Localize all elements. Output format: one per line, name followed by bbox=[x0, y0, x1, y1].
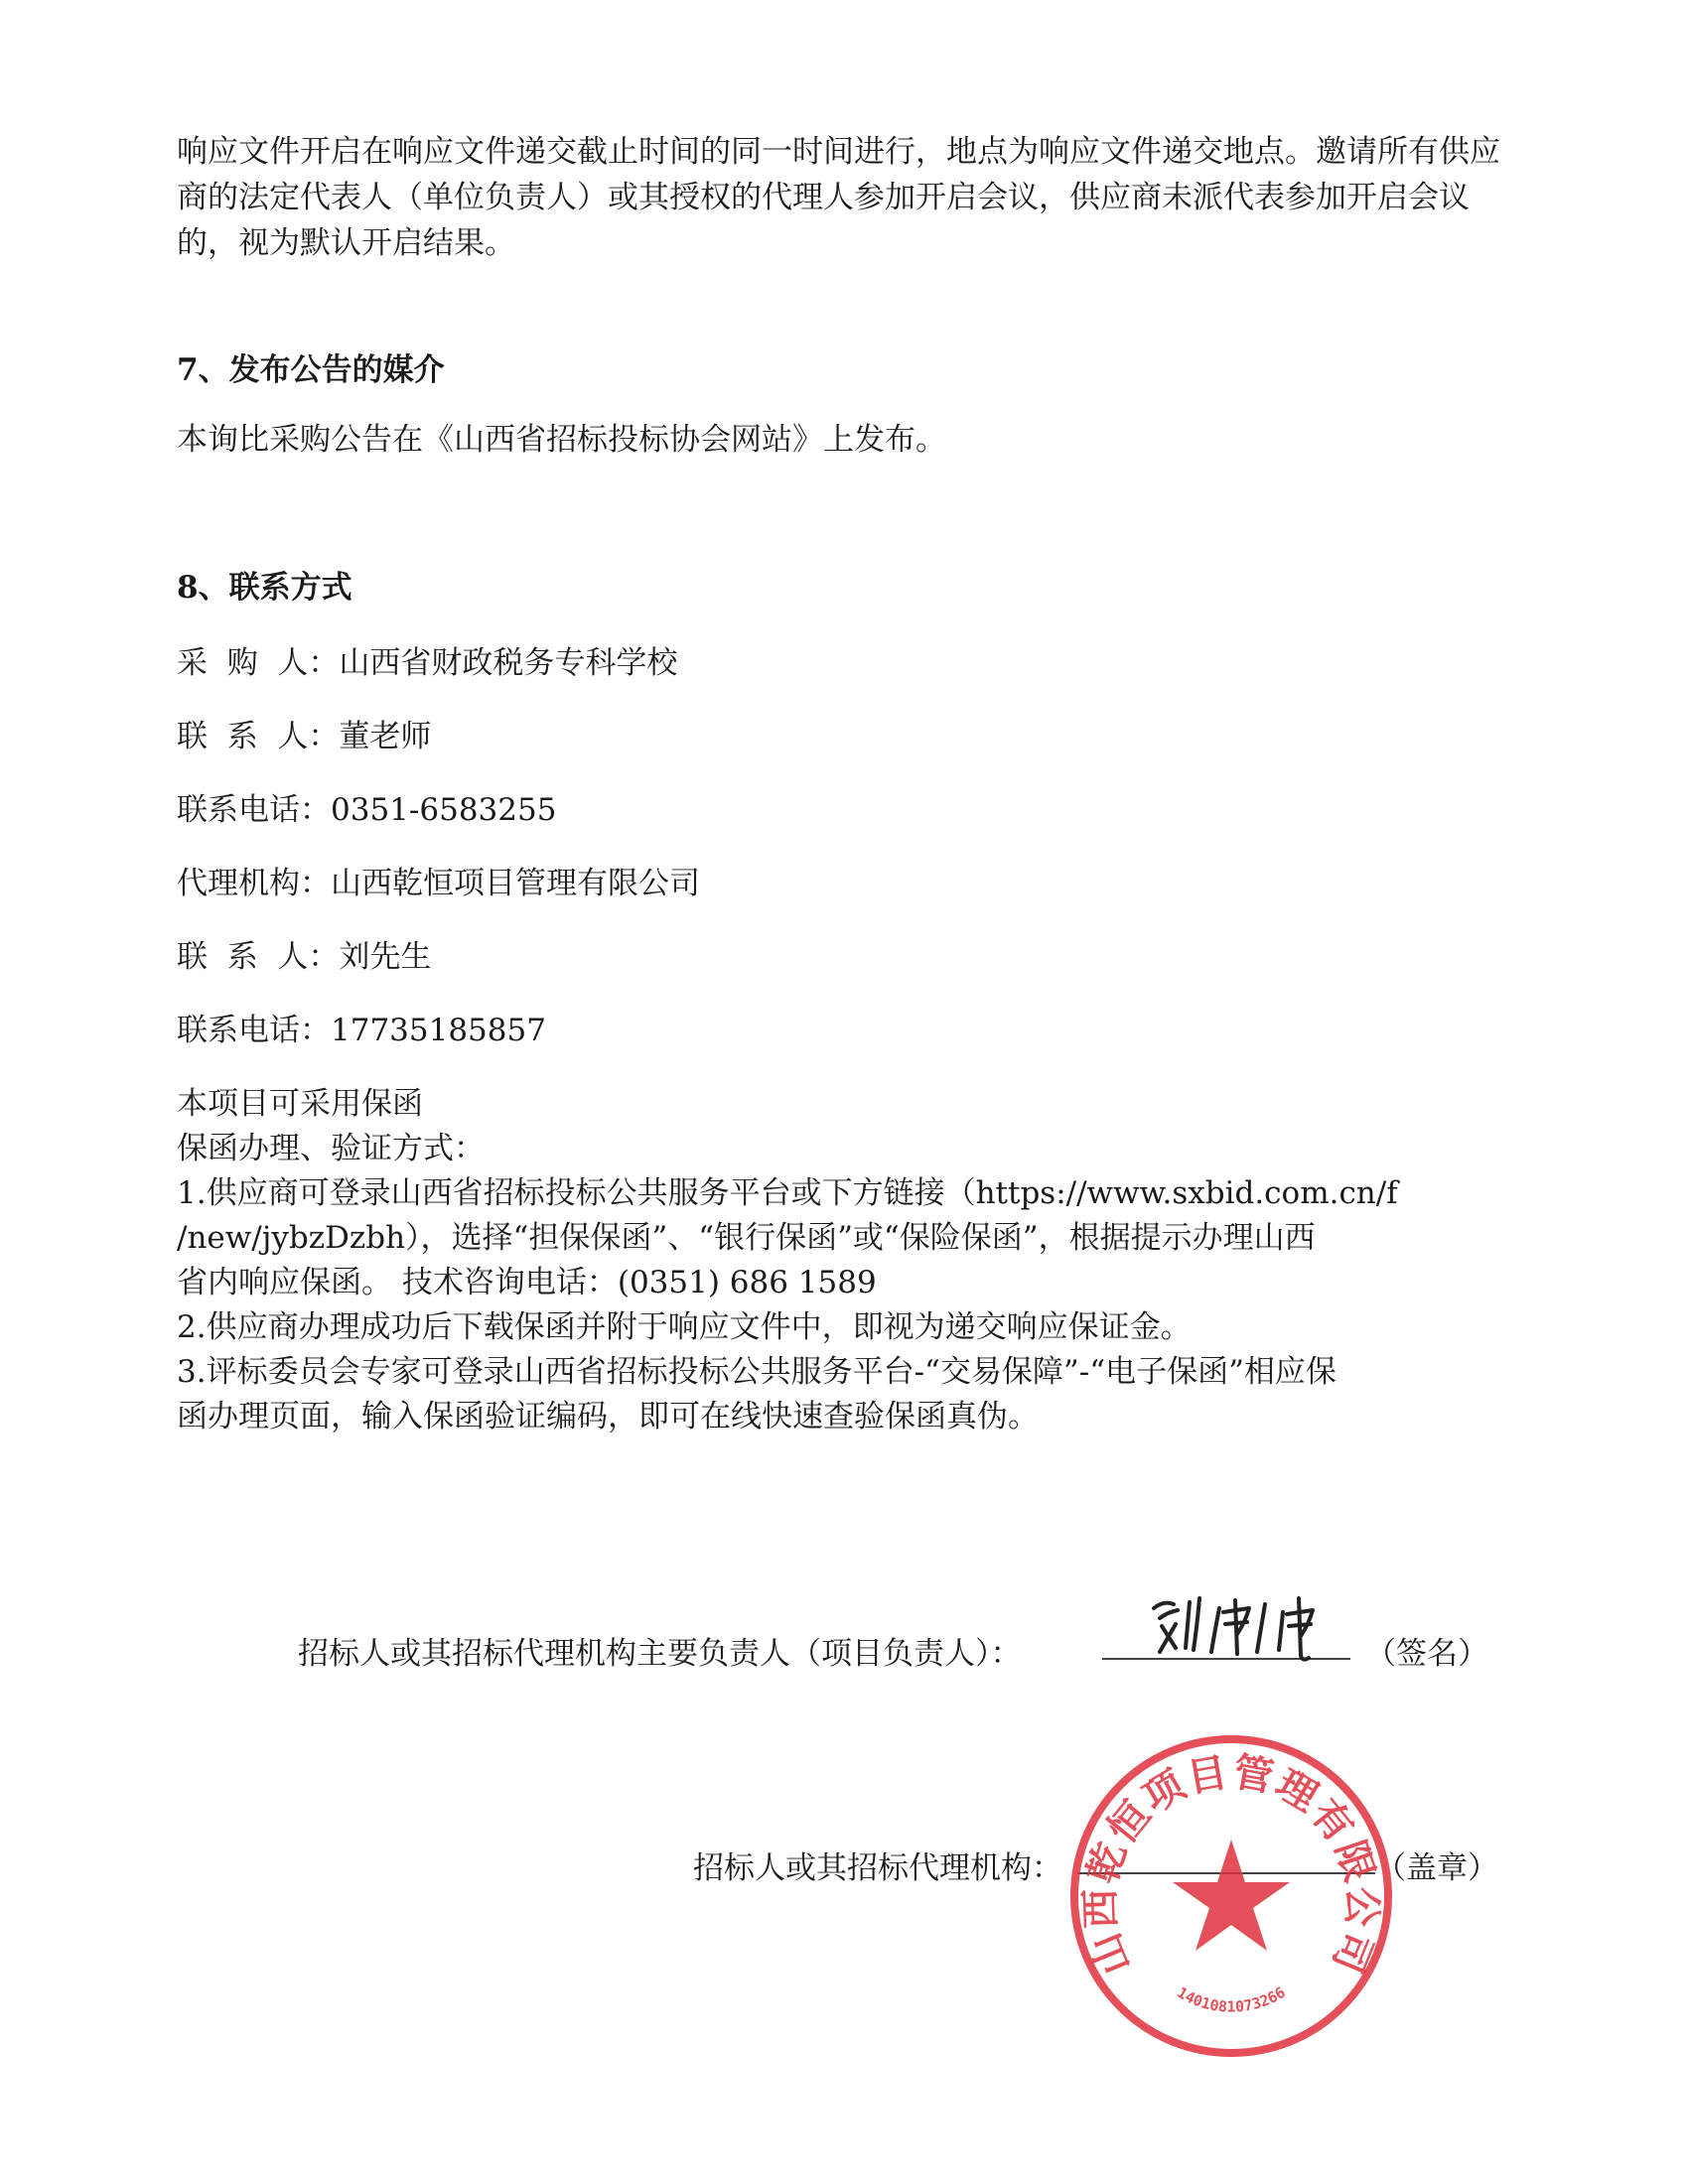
guarantee-line: 本项目可采用保函 bbox=[177, 1086, 423, 1122]
contact-value: 山西省财政税务专科学校 bbox=[339, 645, 678, 681]
contact-label: 联系电话： bbox=[177, 792, 331, 828]
guarantee-line: 2.供应商办理成功后下载保函并附于响应文件中，即视为递交响应保证金。 bbox=[177, 1309, 1192, 1345]
contact-line bbox=[177, 931, 431, 976]
contact-label: 采 购 人： bbox=[177, 645, 340, 681]
contact-line bbox=[177, 1005, 546, 1049]
guarantee-line: 保函办理、验证方式： bbox=[177, 1131, 485, 1166]
contact-line bbox=[177, 637, 677, 682]
contact-value: 17735185857 bbox=[331, 1013, 546, 1048]
seal-suffix: （盖章） bbox=[1375, 1850, 1498, 1886]
guarantee-line: 省内响应保函。 技术咨询电话：(0351) 686 1589 bbox=[177, 1265, 877, 1300]
guarantee-section bbox=[177, 1082, 1507, 1439]
signature-label: 招标人或其招标代理机构主要负责人（项目负责人）： bbox=[298, 1636, 1022, 1672]
contact-label: 代理机构： bbox=[177, 866, 331, 901]
contact-value: 刘先生 bbox=[339, 939, 432, 975]
section8-heading: 8、联系方式 bbox=[177, 570, 352, 606]
contact-value: 董老师 bbox=[339, 719, 432, 754]
contact-value: 0351-6583255 bbox=[331, 792, 557, 828]
opening-paragraph: 响应文件开启在响应文件递交截止时间的同一时间进行，地点为响应文件递交地点。邀请所有供应商的法定代表人（单位负责人）或其授权的代理人参加开启会议，供应商未派代表参加开启会议的，视为默认开启结果。 bbox=[177, 134, 1500, 261]
guarantee-line: 1.供应商可登录山西省招标投标公共服务平台或下方链接（https://www.sxbid.com.cn/f bbox=[177, 1175, 1398, 1211]
section7-text: 本询比采购公告在《山西省招标投标协会网站》上发布。 bbox=[177, 422, 946, 458]
company-seal bbox=[1067, 1732, 1395, 2060]
seal-text: 山西乾恒项目管理有限公司 bbox=[1077, 1749, 1385, 1981]
contact-label: 联 系 人： bbox=[177, 719, 340, 754]
contact-line bbox=[177, 784, 556, 829]
handwritten-signature bbox=[1142, 1578, 1370, 1668]
section7-heading: 7、发布公告的媒介 bbox=[177, 352, 445, 388]
guarantee-line: 函办理页面，输入保函验证编码，即可在线快速查验保函真伪。 bbox=[177, 1399, 1039, 1434]
guarantee-line: /new/jybzDzbh），选择“担保保函”、“银行保函”或“保险保函”，根据提示办理山西 bbox=[177, 1220, 1316, 1256]
contact-value: 山西乾恒项目管理有限公司 bbox=[331, 866, 700, 901]
seal-label: 招标人或其招标代理机构： bbox=[693, 1850, 1062, 1886]
contact-line bbox=[177, 858, 700, 902]
seal-star-icon bbox=[1173, 1840, 1290, 1951]
contact-label: 联 系 人： bbox=[177, 939, 340, 975]
signature-suffix: （签名） bbox=[1365, 1636, 1488, 1672]
contact-label: 联系电话： bbox=[177, 1013, 331, 1048]
seal-number: 1401081073266 bbox=[1174, 1982, 1289, 2016]
guarantee-line: 3.评标委员会专家可登录山西省招标投标公共服务平台-“交易保障”-“电子保函”相应保 bbox=[177, 1354, 1336, 1390]
contact-line bbox=[177, 711, 431, 755]
